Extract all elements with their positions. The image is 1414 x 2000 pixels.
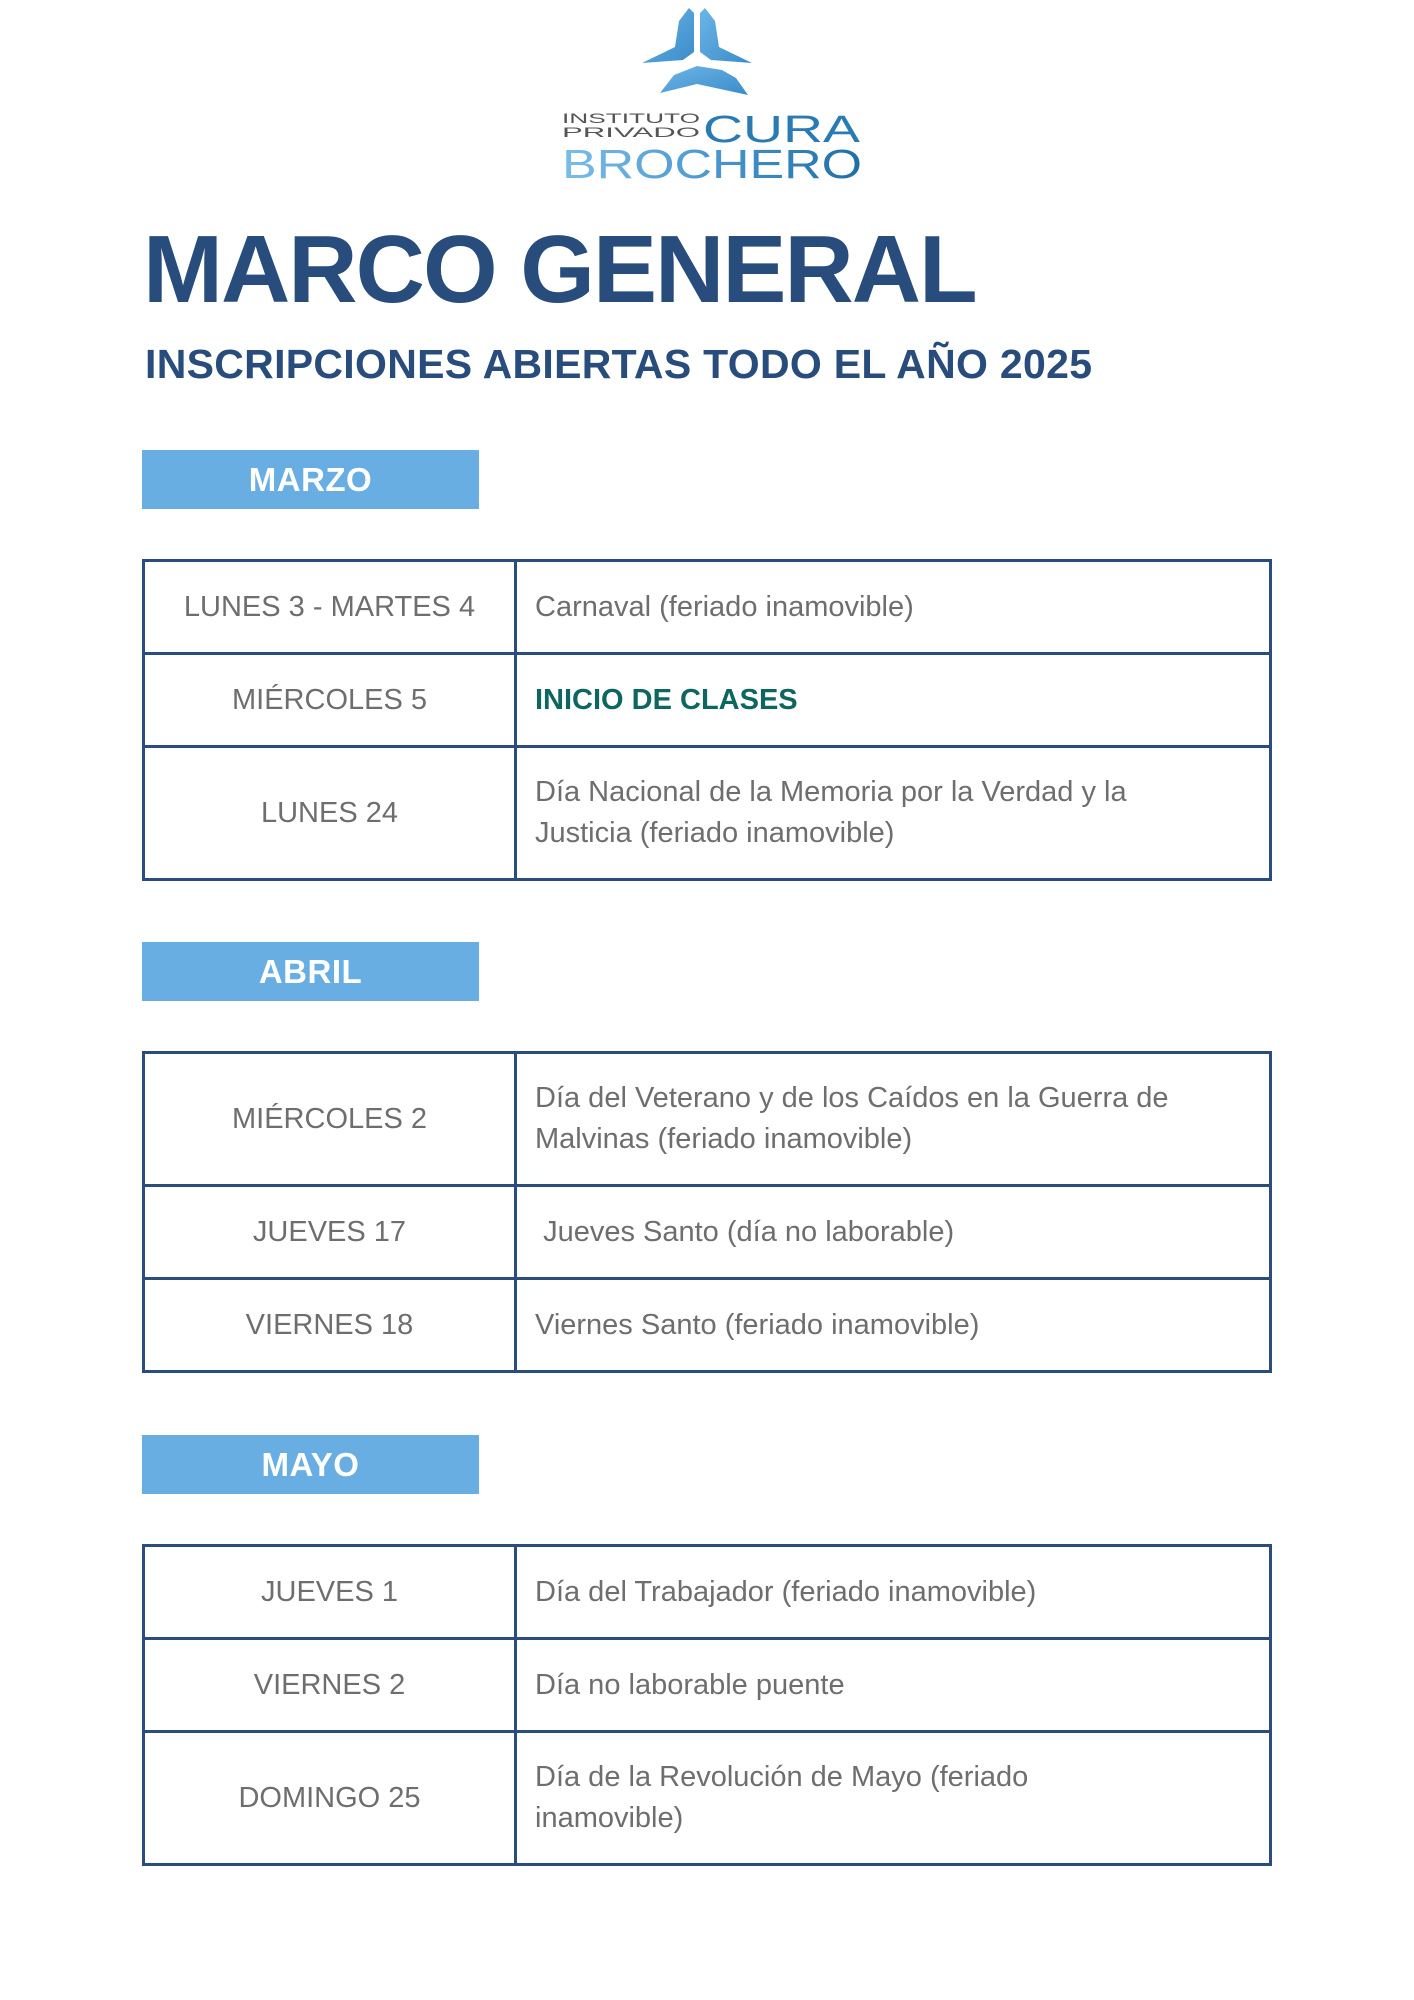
table-row: [145, 1184, 1269, 1277]
month-label: ABRIL: [142, 942, 479, 1001]
three-wing-emblem-icon: [642, 8, 752, 95]
event-description-text: Día del Trabajador (feriado inamovible): [535, 1575, 1037, 1608]
emblem-left-wing: [642, 8, 694, 63]
page-subtitle: INSCRIPCIONES ABIERTAS TODO EL AÑO 2025: [145, 341, 1093, 387]
table-row: [145, 1637, 1269, 1730]
emblem-bottom-wing: [660, 66, 748, 95]
event-description-text: Día no laborable puente: [535, 1668, 845, 1701]
event-description: [517, 1640, 1269, 1730]
logo-line-privado: PRIVADO: [562, 124, 701, 140]
event-date-text: VIERNES 18: [245, 1308, 414, 1341]
table-row: [145, 1547, 1269, 1637]
logo-line-instituto: INSTITUTO: [562, 110, 701, 126]
event-date-text: MIÉRCOLES 5: [232, 683, 427, 716]
events-table: [142, 1051, 1272, 1373]
event-date-text: MIÉRCOLES 2: [232, 1102, 427, 1135]
event-description-text: Día Nacional de la Memoria por la Verdad y la Justicia (feriado inamovible): [535, 776, 1127, 849]
event-date-text: DOMINGO 25: [238, 1781, 421, 1814]
table-row: [145, 562, 1269, 652]
month-section-abril: [142, 942, 1272, 1373]
event-date: [145, 1280, 517, 1370]
event-date: [145, 655, 517, 745]
event-description: [517, 1054, 1269, 1184]
month-section-marzo: [142, 450, 1272, 881]
emblem-right-wing: [700, 8, 752, 63]
event-date: [145, 1733, 517, 1863]
event-description: [517, 748, 1269, 878]
event-date: [145, 1054, 517, 1184]
event-description-text: Viernes Santo (feriado inamovible): [535, 1308, 980, 1341]
event-description: [517, 1547, 1269, 1637]
logo-word-cura: CURA: [703, 109, 861, 151]
events-table: [142, 1544, 1272, 1866]
event-date-text: VIERNES 2: [253, 1668, 406, 1701]
institute-logo: [540, 0, 880, 190]
event-description: [517, 1187, 1269, 1277]
event-description: [517, 1733, 1269, 1863]
event-date-text: JUEVES 17: [252, 1215, 407, 1248]
event-date: [145, 748, 517, 878]
event-date-text: LUNES 3 - MARTES 4: [183, 590, 476, 623]
event-description-text: INICIO DE CLASES: [535, 683, 798, 716]
event-date: [145, 1547, 517, 1637]
event-description-text: Día de la Revolución de Mayo (feriado inamovible): [535, 1761, 1029, 1834]
event-description-text: Jueves Santo (día no laborable): [535, 1215, 955, 1248]
table-row: [145, 1277, 1269, 1370]
event-date: [145, 1640, 517, 1730]
event-description-text: Carnaval (feriado inamovible): [535, 590, 914, 623]
event-description-highlight: [517, 655, 1269, 745]
month-section-mayo: [142, 1435, 1272, 1866]
event-date: [145, 562, 517, 652]
table-row: [145, 1054, 1269, 1184]
month-label: MARZO: [142, 450, 479, 509]
event-description-text: Día del Veterano y de los Caídos en la Guerra de Malvinas (feriado inamovible): [535, 1082, 1169, 1155]
event-date: [145, 1187, 517, 1277]
table-row: [145, 652, 1269, 745]
table-row: [145, 745, 1269, 878]
events-table: [142, 559, 1272, 881]
logo-word-brochero: BROCHERO: [562, 141, 862, 187]
event-date-text: JUEVES 1: [261, 1575, 398, 1608]
month-label: MAYO: [142, 1435, 479, 1494]
event-description: [517, 562, 1269, 652]
event-date-text: LUNES 24: [260, 796, 398, 829]
table-row: [145, 1730, 1269, 1863]
event-description: [517, 1280, 1269, 1370]
page-title: MARCO GENERAL: [143, 216, 976, 323]
